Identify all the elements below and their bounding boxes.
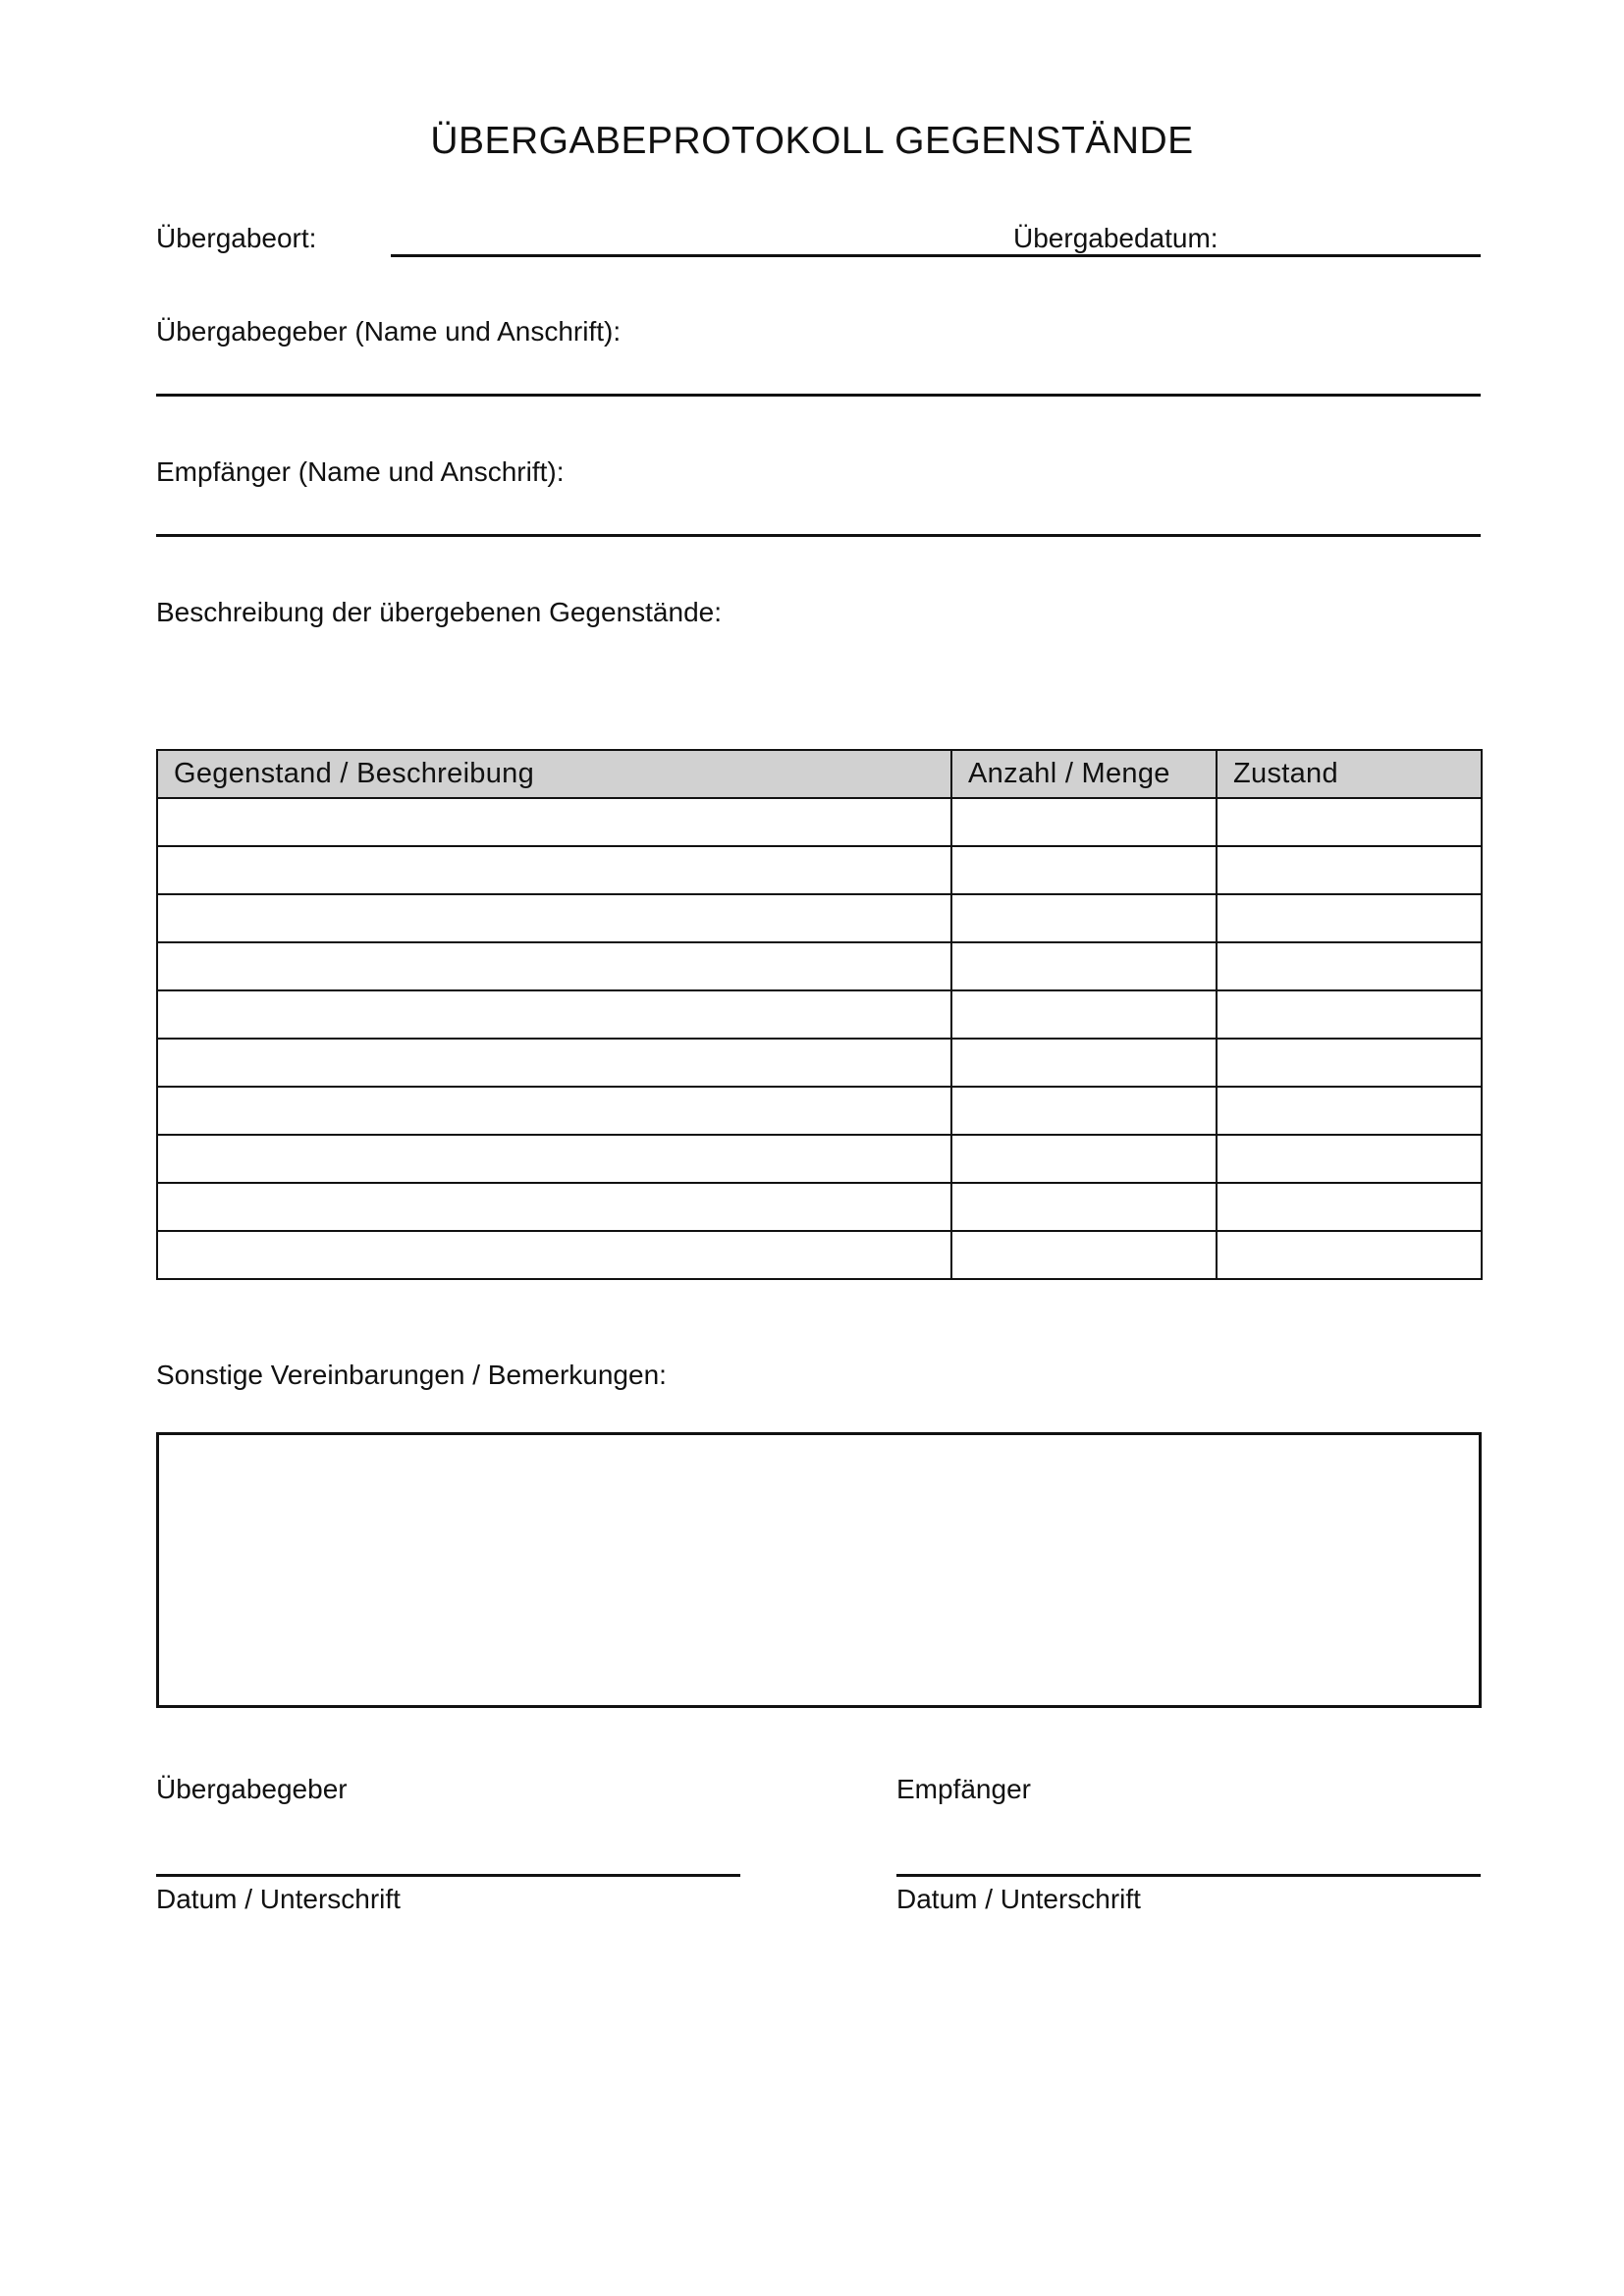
- table-row: [157, 1183, 1482, 1231]
- items-table: [156, 749, 1483, 1280]
- quantity-cell[interactable]: [951, 894, 1217, 942]
- handover-date-field[interactable]: [1222, 222, 1481, 255]
- receiver-underline: [156, 534, 1481, 537]
- item-description-cell[interactable]: [157, 894, 951, 942]
- giver-signature-role: Übergabegeber: [156, 1774, 348, 1804]
- condition-cell[interactable]: [1217, 1231, 1482, 1279]
- quantity-cell[interactable]: [951, 846, 1217, 894]
- header-underline: [391, 254, 1481, 257]
- quantity-cell[interactable]: [951, 1039, 1217, 1087]
- condition-cell[interactable]: [1217, 1039, 1482, 1087]
- receiver-signature-role: Empfänger: [896, 1774, 1031, 1804]
- handover-place-label: Übergabeort:: [156, 223, 317, 253]
- header-condition: Zustand: [1217, 750, 1482, 798]
- condition-cell[interactable]: [1217, 942, 1482, 990]
- item-description-cell[interactable]: [157, 846, 951, 894]
- item-description-cell[interactable]: [157, 798, 951, 846]
- condition-cell[interactable]: [1217, 894, 1482, 942]
- header-item-description: Gegenstand / Beschreibung: [157, 750, 951, 798]
- giver-underline: [156, 394, 1481, 397]
- items-table-body: [157, 798, 1482, 1279]
- condition-cell[interactable]: [1217, 798, 1482, 846]
- item-description-cell[interactable]: [157, 1039, 951, 1087]
- table-row: [157, 894, 1482, 942]
- condition-cell[interactable]: [1217, 1183, 1482, 1231]
- condition-cell[interactable]: [1217, 846, 1482, 894]
- item-description-cell[interactable]: [157, 990, 951, 1039]
- quantity-cell[interactable]: [951, 1231, 1217, 1279]
- table-row: [157, 1231, 1482, 1279]
- item-description-cell[interactable]: [157, 1231, 951, 1279]
- quantity-cell[interactable]: [951, 798, 1217, 846]
- receiver-signature-caption: Datum / Unterschrift: [896, 1884, 1141, 1914]
- table-row: [157, 990, 1482, 1039]
- table-row: [157, 1039, 1482, 1087]
- quantity-cell[interactable]: [951, 1135, 1217, 1183]
- item-description-cell[interactable]: [157, 1087, 951, 1135]
- items-table-header: [157, 750, 1482, 798]
- giver-label: Übergabegeber (Name und Anschrift):: [156, 316, 622, 347]
- table-row: [157, 846, 1482, 894]
- giver-signature-field[interactable]: [156, 1811, 740, 1875]
- remarks-label: Sonstige Vereinbarungen / Bemerkungen:: [156, 1360, 667, 1390]
- item-description-cell[interactable]: [157, 1183, 951, 1231]
- header-quantity: Anzahl / Menge: [951, 750, 1217, 798]
- handover-date-label: Übergabedatum:: [1013, 223, 1218, 253]
- giver-signature-line: [156, 1874, 740, 1877]
- quantity-cell[interactable]: [951, 1183, 1217, 1231]
- remarks-textbox[interactable]: [156, 1432, 1482, 1708]
- receiver-field[interactable]: [156, 496, 1481, 535]
- quantity-cell[interactable]: [951, 990, 1217, 1039]
- item-description-cell[interactable]: [157, 942, 951, 990]
- table-row: [157, 1135, 1482, 1183]
- condition-cell[interactable]: [1217, 1087, 1482, 1135]
- condition-cell[interactable]: [1217, 990, 1482, 1039]
- receiver-signature-line: [896, 1874, 1481, 1877]
- handover-place-field[interactable]: [391, 222, 1009, 255]
- quantity-cell[interactable]: [951, 1087, 1217, 1135]
- giver-signature-caption: Datum / Unterschrift: [156, 1884, 401, 1914]
- table-row: [157, 798, 1482, 846]
- receiver-signature-field[interactable]: [896, 1811, 1481, 1875]
- document-title: ÜBERGABEPROTOKOLL GEGENSTÄNDE: [430, 120, 1194, 162]
- item-description-cell[interactable]: [157, 1135, 951, 1183]
- quantity-cell[interactable]: [951, 942, 1217, 990]
- receiver-label: Empfänger (Name und Anschrift):: [156, 456, 565, 487]
- giver-field[interactable]: [156, 355, 1481, 395]
- table-row: [157, 942, 1482, 990]
- description-label: Beschreibung der übergebenen Gegenstände:: [156, 597, 722, 627]
- table-row: [157, 1087, 1482, 1135]
- condition-cell[interactable]: [1217, 1135, 1482, 1183]
